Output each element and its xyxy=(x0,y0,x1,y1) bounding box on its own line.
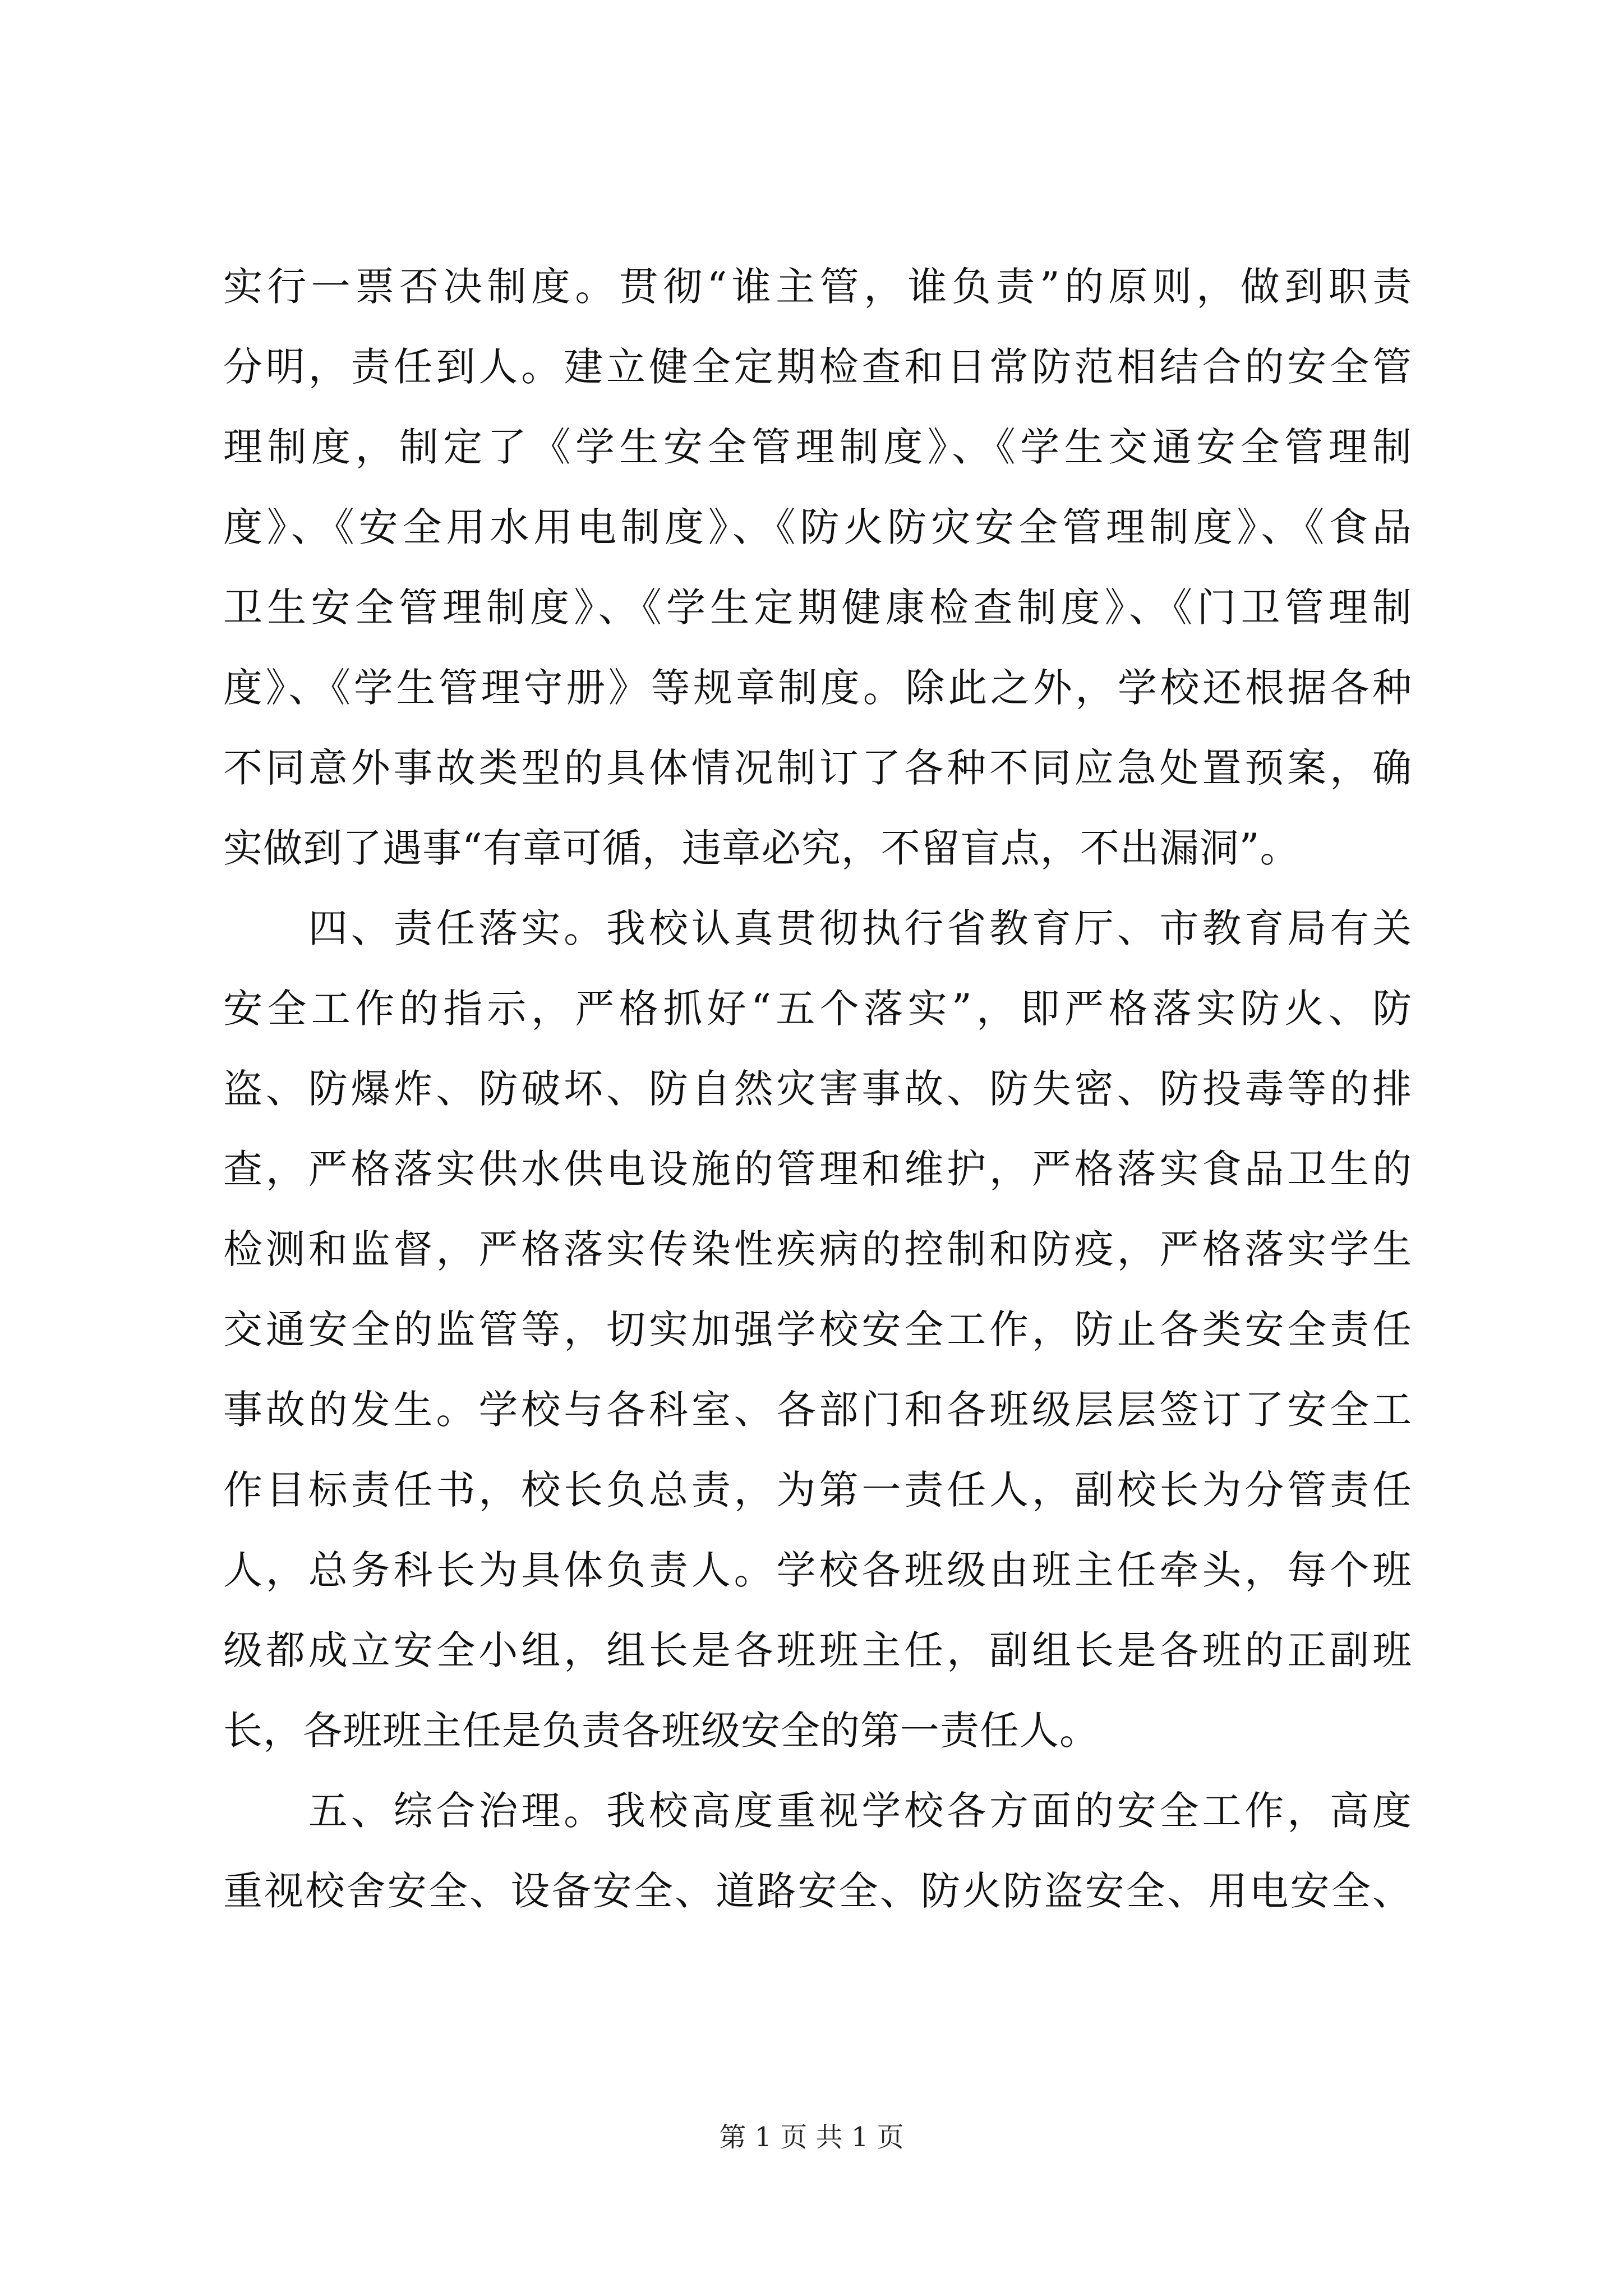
text-line: 查，严格落实供水供电设施的管理和维护，严格落实食品卫生的 xyxy=(223,1146,1412,1192)
text-line: 检测和监督，严格落实传染性疾病的控制和防疫，严格落实学生 xyxy=(223,1226,1412,1272)
text-line: 作目标责任书，校长负总责，为第一责任人，副校长为分管责任 xyxy=(223,1467,1412,1513)
text-line: 卫生安全管理制度》、《学生定期健康检查制度》、《门卫管理制 xyxy=(223,585,1412,631)
body-text xyxy=(223,247,1412,1931)
text-line: 事故的发生。学校与各科室、各部门和各班级层层签订了安全工 xyxy=(223,1387,1412,1433)
text-line: 人，总务科长为具体负责人。学校各班级由班主任牵头，每个班 xyxy=(223,1547,1412,1593)
text-line: 度》、《学生管理守册》等规章制度。除此之外，学校还根据各种 xyxy=(223,665,1412,711)
text-line: 理制度，制定了《学生安全管理制度》、《学生交通安全管理制 xyxy=(223,424,1412,470)
text-line: 安全工作的指示，严格抓好“五个落实”，即严格落实防火、防 xyxy=(223,986,1412,1032)
text-line: 实做到了遇事“有章可循，违章必究，不留盲点，不出漏洞”。 xyxy=(223,825,1300,871)
text-line: 五、综合治理。我校高度重视学校各方面的安全工作，高度 xyxy=(223,1788,1412,1834)
text-line: 分明，责任到人。建立健全定期检查和日常防范相结合的安全管 xyxy=(223,344,1412,390)
text-line: 度》、《安全用水用电制度》、《防火防灾安全管理制度》、《食品 xyxy=(223,504,1412,550)
text-line: 盗、防爆炸、防破坏、防自然灾害事故、防失密、防投毒等的排 xyxy=(223,1066,1412,1112)
text-line: 四、责任落实。我校认真贯彻执行省教育厅、市教育局有关 xyxy=(223,905,1412,951)
text-line: 长，各班班主任是负责各班级安全的第一责任人。 xyxy=(223,1708,1099,1754)
text-line: 级都成立安全小组，组长是各班班主任，副组长是各班的正副班 xyxy=(223,1627,1412,1673)
page-footer: 第 1 页 共 1 页 xyxy=(719,2122,904,2153)
text-line: 交通安全的监管等，切实加强学校安全工作，防止各类安全责任 xyxy=(223,1306,1412,1352)
text-line: 实行一票否决制度。贯彻“谁主管，谁负责”的原则，做到职责 xyxy=(223,264,1412,310)
text-line: 不同意外事故类型的具体情况制订了各种不同应急处置预案，确 xyxy=(223,745,1412,791)
text-line: 重视校舍安全、设备安全、道路安全、防火防盗安全、用电安全、 xyxy=(223,1868,1412,1914)
